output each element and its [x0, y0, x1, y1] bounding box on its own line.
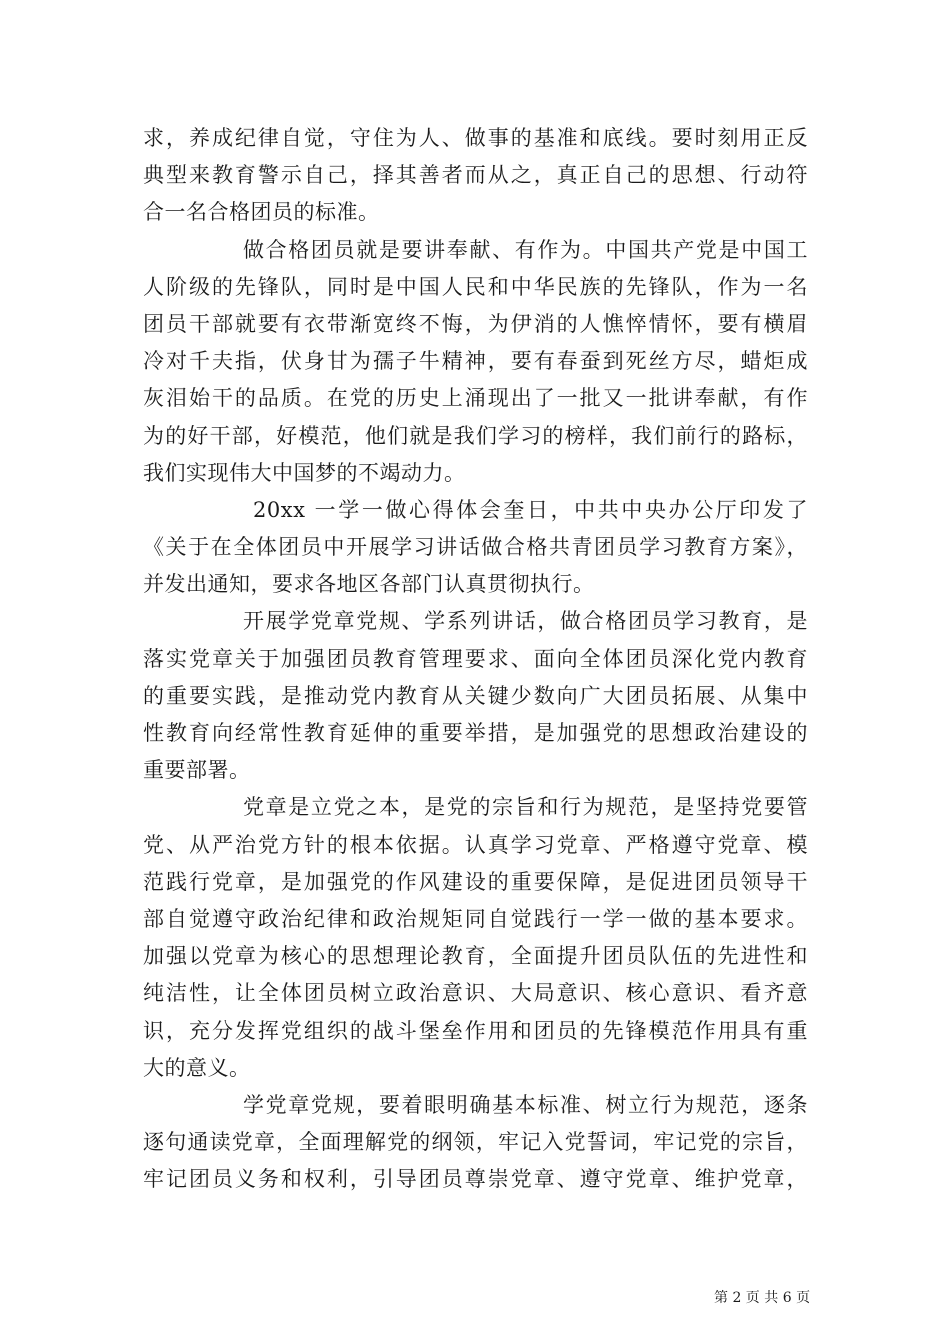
- paragraph: [143, 603, 808, 789]
- text-line: 党章是立党之本，是党的宗旨和行为规范，是坚持党要管: [243, 795, 808, 820]
- text-line: 人阶级的先锋队，同时是中国人民和中华民族的先锋队，作为一名: [143, 274, 808, 299]
- text-line: 纯洁性，让全体团员树立政治意识、大局意识、核心意识、看齐意: [143, 981, 808, 1006]
- text-line: 的重要实践，是推动党内教育从关键少数向广大团员拓展、从集中: [143, 683, 808, 708]
- text-line: 我们实现伟大中国梦的不竭动力。: [143, 460, 466, 485]
- paragraph: [143, 120, 808, 232]
- text-line: 做合格团员就是要讲奉献、有作为。中国共产党是中国工: [243, 237, 808, 262]
- document-body: [143, 120, 808, 1198]
- text-line: 识，充分发挥党组织的战斗堡垒作用和团员的先锋模范作用具有重: [143, 1018, 808, 1043]
- text-line: 合一名合格团员的标准。: [143, 200, 380, 225]
- text-line: 求，养成纪律自觉，守住为人、做事的基准和底线。要时刻用正反: [143, 126, 808, 150]
- text-line: 学党章党规，要着眼明确基本标准、树立行为规范，逐条: [243, 1092, 808, 1117]
- text-line: 开展学党章党规、学系列讲话，做合格团员学习教育，是: [243, 609, 808, 634]
- paragraph: [143, 232, 808, 492]
- text-line: 逐句通读党章，全面理解党的纲领，牢记入党誓词，牢记党的宗旨，: [143, 1130, 808, 1155]
- text-line: 牢记团员义务和权利，引导团员尊崇党章、遵守党章、维护党章，: [143, 1167, 808, 1192]
- text-line: 为的好干部，好模范，他们就是我们学习的榜样，我们前行的路标，: [143, 423, 808, 448]
- text-line: 党、从严治党方针的根本依据。认真学习党章、严格遵守党章、模: [143, 832, 808, 857]
- paragraph: [143, 492, 808, 604]
- text-line: 并发出通知，要求各地区各部门认真贯彻执行。: [143, 572, 595, 597]
- text-line: 性教育向经常性教育延伸的重要举措，是加强党的思想政治建设的: [143, 721, 808, 745]
- text-line: 灰泪始干的品质。在党的历史上涌现出了一批又一批讲奉献，有作: [143, 386, 808, 411]
- text-line: 范践行党章，是加强党的作风建设的重要保障，是促进团员领导干: [143, 869, 808, 894]
- text-line: 落实党章关于加强团员教育管理要求、面向全体团员深化党内教育: [143, 646, 808, 671]
- text-line: 《关于在全体团员中开展学习讲话做合格共青团员学习教育方案》，: [143, 535, 808, 560]
- text-line: 大的意义。: [143, 1055, 251, 1080]
- page-number: 第 2 页 共 6 页: [714, 1290, 811, 1306]
- text-line: 20xx 一学一做心得体会奎日，中共中央办公厅印发了: [253, 497, 808, 522]
- paragraph: [143, 789, 808, 1087]
- text-line: 部自觉遵守政治纪律和政治规矩同自觉践行一学一做的基本要求。: [143, 906, 808, 931]
- text-line: 团员干部就要有衣带渐宽终不悔，为伊消的人憔悴情怀，要有横眉: [143, 311, 808, 336]
- paragraph: [143, 1087, 808, 1199]
- text-line: 加强以党章为核心的思想理论教育，全面提升团员队伍的先进性和: [143, 944, 808, 969]
- text-line: 冷对千夫指，伏身甘为孺子牛精神，要有春蚕到死丝方尽，蜡炬成: [143, 349, 808, 374]
- text-line: 典型来教育警示自己，择其善者而从之，真正自己的思想、行动符: [143, 163, 808, 188]
- text-line: 重要部署。: [143, 758, 251, 783]
